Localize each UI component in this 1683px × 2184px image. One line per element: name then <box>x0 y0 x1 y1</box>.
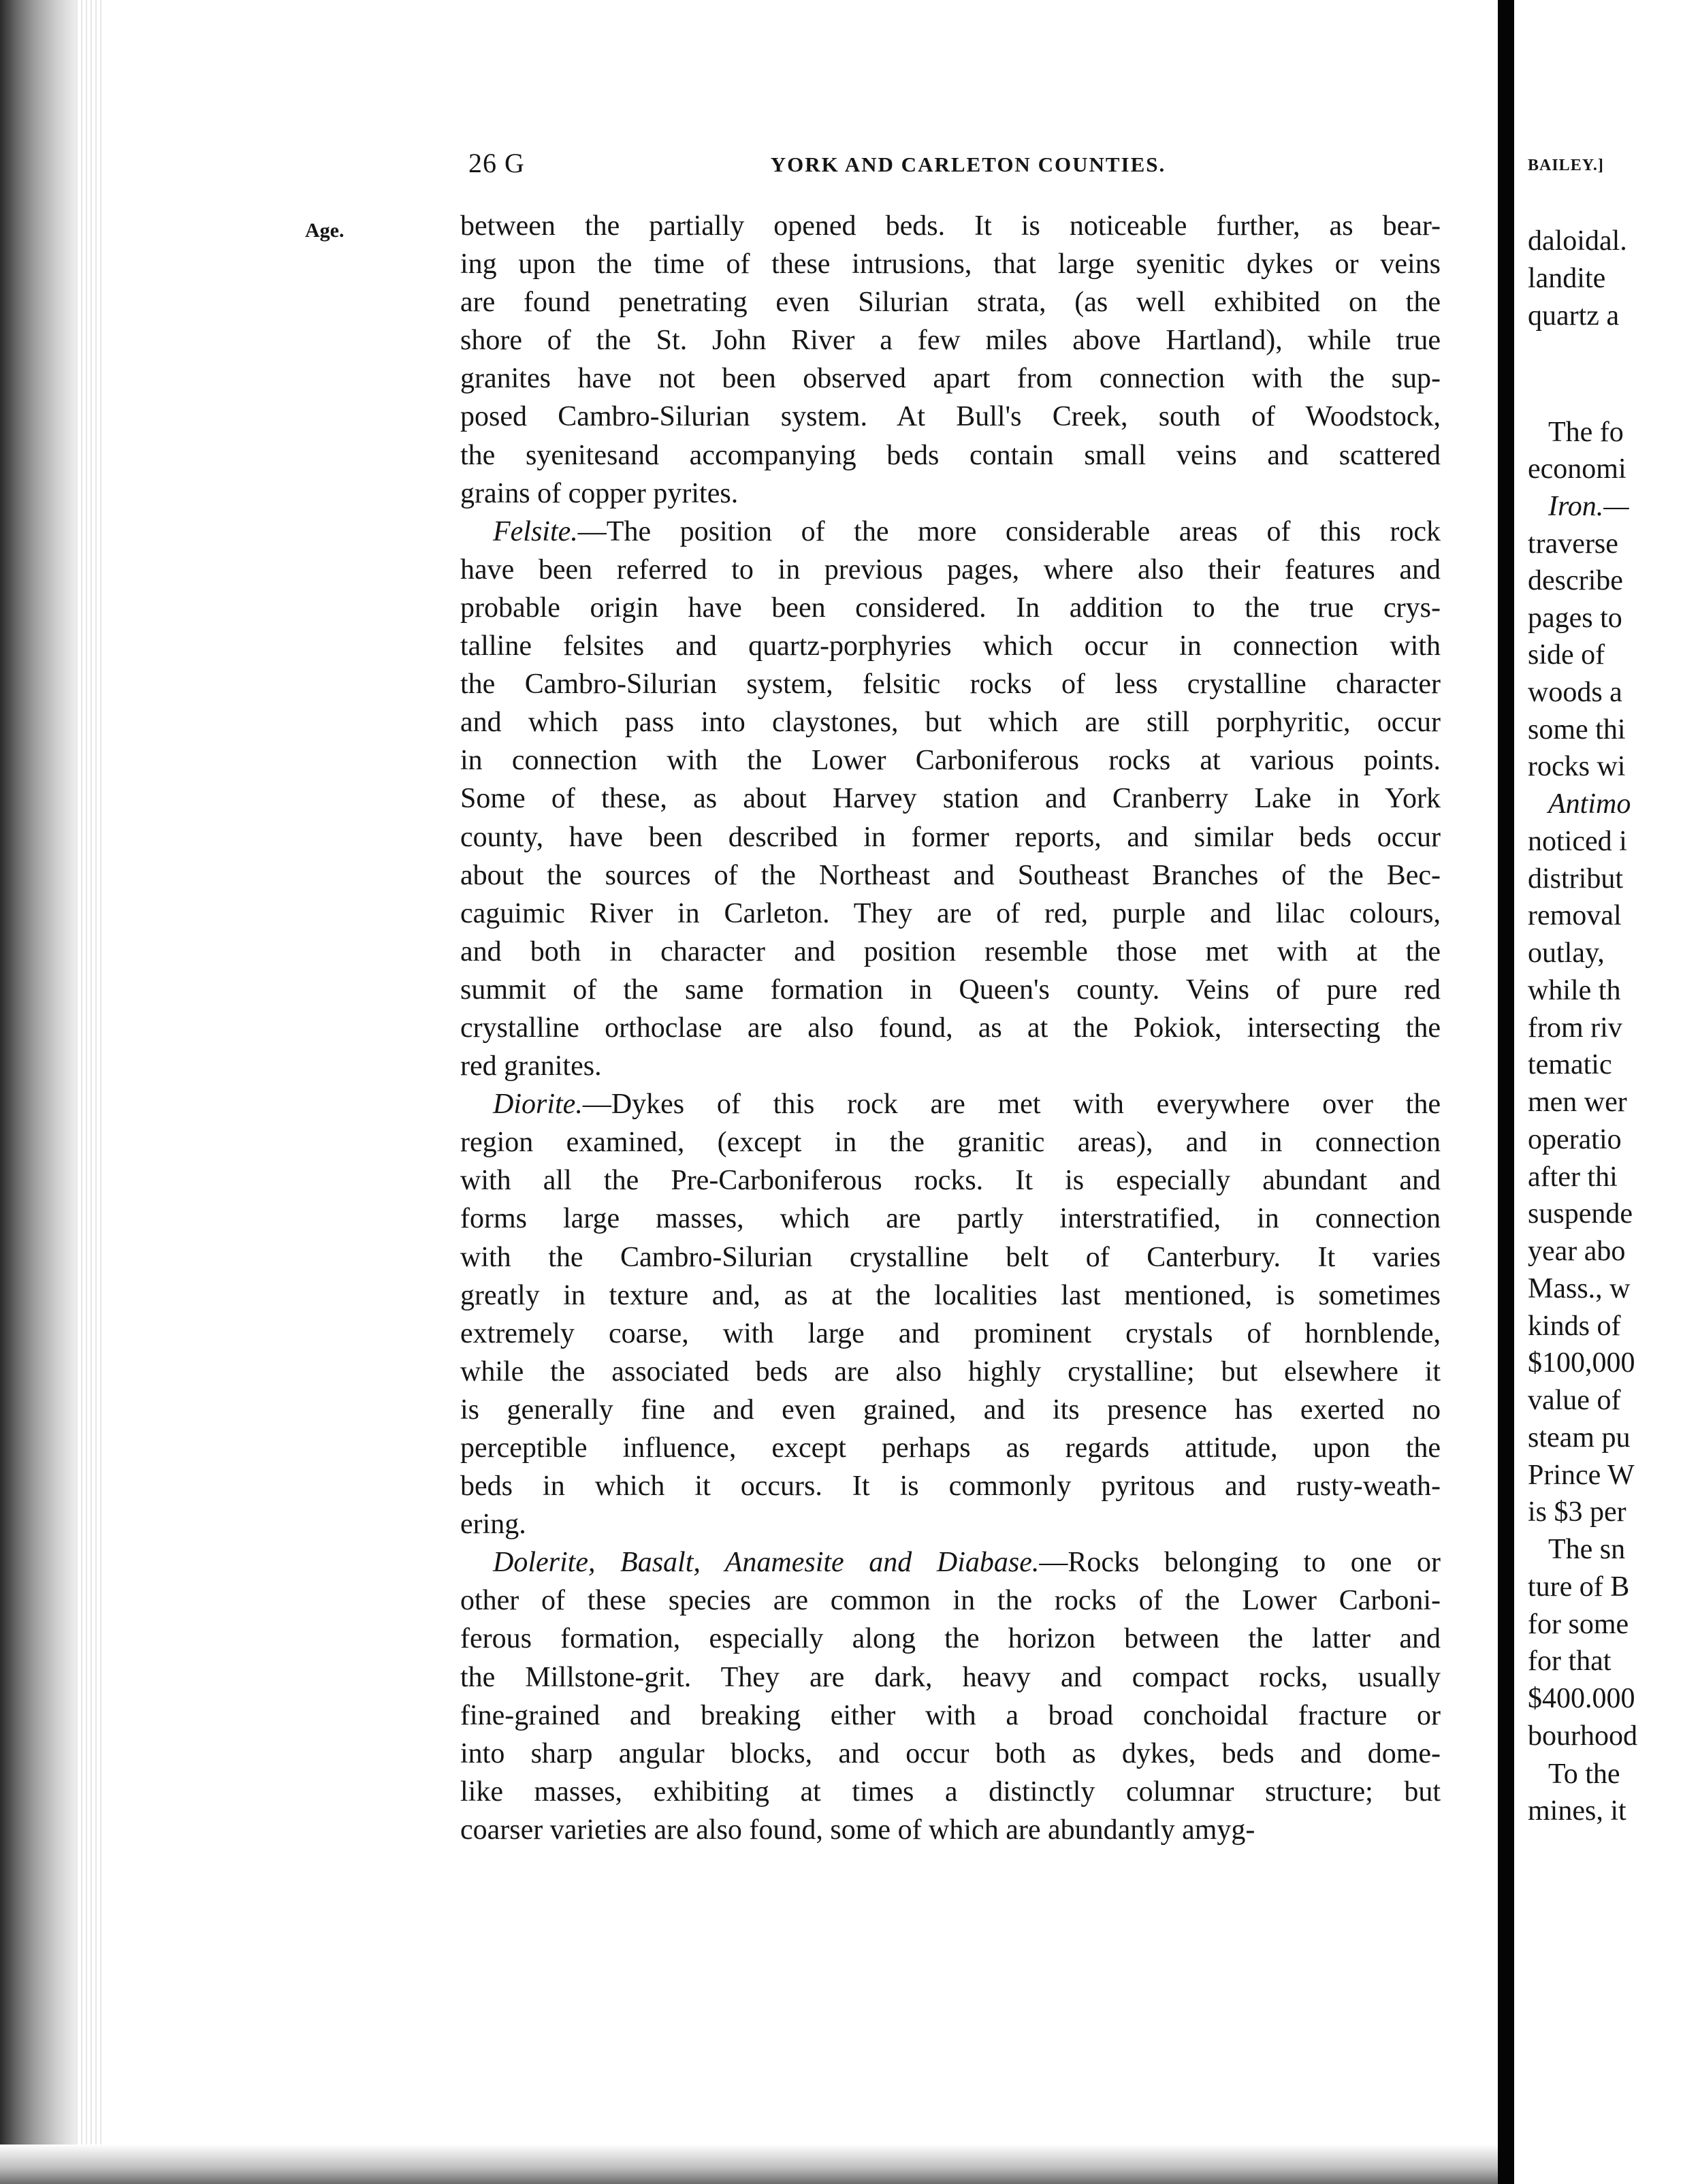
text-line: like masses, exhibiting at times a distinctly columnar structure; but <box>460 1776 1441 1808</box>
facing-page-line: rocks wi <box>1528 751 1626 782</box>
facing-page-line: distribut <box>1528 863 1624 895</box>
text-line: Some of these, as about Harvey station and Cranberry Lake in York <box>460 783 1441 815</box>
facing-page-line: bourhood <box>1528 1720 1637 1752</box>
text-line: while the associated beds are also highly crystalline; but elsewhere it <box>460 1355 1441 1387</box>
facing-page-line: year abo <box>1528 1236 1626 1267</box>
text-line: are found penetrating even Silurian strata, (as well exhibited on the <box>460 287 1441 319</box>
text-line: talline felsites and quartz-porphyries which occur in connection with <box>460 630 1441 662</box>
facing-page-line: steam pu <box>1528 1422 1631 1454</box>
facing-page-line: landite <box>1528 263 1606 294</box>
heading-continuation: —Dykes of this rock are met with everywhere over the <box>582 1089 1441 1121</box>
facing-page-line: side of <box>1528 639 1605 671</box>
facing-page-line: is $3 per <box>1528 1496 1626 1528</box>
facing-page-line: noticed i <box>1528 826 1627 857</box>
text-line: the Cambro-Silurian system, felsitic rocks of less crystalline character <box>460 669 1441 701</box>
text-line: and which pass into claystones, but which are still porphyritic, occur <box>460 707 1441 739</box>
text-line: the Millstone-grit. They are dark, heavy and compact rocks, usually <box>460 1661 1441 1693</box>
facing-page-line: while th <box>1528 975 1621 1006</box>
text-line: red granites. <box>460 1050 602 1082</box>
section-heading: Diorite. <box>493 1089 583 1121</box>
facing-page-line: suspende <box>1528 1198 1633 1230</box>
text-line: ferous formation, especially along the horizon between the latter and <box>460 1623 1441 1655</box>
bottom-shadow <box>0 2145 1498 2184</box>
text-line: with all the Pre-Carboniferous rocks. It is especially abundant and <box>460 1165 1441 1197</box>
text-line: other of these species are common in the rocks of the Lower Carboni- <box>460 1585 1441 1617</box>
facing-page-fragment <box>1514 0 1683 2184</box>
page-edges <box>76 0 103 2184</box>
text-line: greatly in texture and, as at the localities last mentioned, is sometimes <box>460 1279 1441 1311</box>
text-line: perceptible influence, except perhaps as regards attitude, upon the <box>460 1432 1441 1464</box>
facing-page-line: operatio <box>1528 1124 1622 1155</box>
section-heading: Felsite. <box>493 515 578 547</box>
text-line: granites have not been observed apart from connection with the sup- <box>460 363 1441 395</box>
facing-page-line: for that <box>1528 1645 1612 1677</box>
facing-page-line: To the <box>1548 1759 1620 1790</box>
text-line: posed Cambro-Silurian system. At Bull's Creek, south of Woodstock, <box>460 401 1441 433</box>
text-line: about the sources of the Northeast and Southeast Branches of the Bec- <box>460 859 1441 891</box>
facing-page-line: ture of B <box>1528 1571 1630 1603</box>
text-line: grains of copper pyrites. <box>460 477 739 509</box>
facing-page-line: outlay, <box>1528 937 1605 969</box>
facing-page-line: pages to <box>1528 603 1622 634</box>
facing-page-line: traverse <box>1528 528 1618 560</box>
paragraph-first-line <box>460 1543 1441 1581</box>
facing-page-line: woods a <box>1528 677 1622 708</box>
paragraph-first-line <box>460 513 1441 551</box>
text-line: in connection with the Lower Carboniferous rocks at various points. <box>460 745 1441 777</box>
text-line: shore of the St. John River a few miles above Hartland), while true <box>460 325 1441 357</box>
text-line: into sharp angular blocks, and occur both as dykes, beds and dome- <box>460 1737 1441 1769</box>
facing-page-line: Antimo <box>1548 788 1631 820</box>
margin-note: Age. <box>305 219 344 242</box>
heading-continuation: —The position of the more considerable areas of this rock <box>577 515 1441 547</box>
facing-page-line: The sn <box>1548 1534 1626 1565</box>
facing-page-line: for some <box>1528 1609 1629 1640</box>
text-line: fine-grained and breaking either with a broad conchoidal fracture or <box>460 1699 1441 1731</box>
book-gutter <box>0 0 76 2184</box>
text-line: summit of the same formation in Queen's county. Veins of pure red <box>460 974 1441 1006</box>
text-line: ing upon the time of these intrusions, that large syenitic dykes or veins <box>460 248 1441 280</box>
facing-page-line: $400.000 <box>1528 1683 1635 1714</box>
text-line: have been referred to in previous pages, where also their features and <box>460 553 1441 585</box>
text-line: between the partially opened beds. It is noticeable further, as bear- <box>460 210 1441 242</box>
facing-page-line: kinds of <box>1528 1311 1621 1342</box>
page-number: 26 G <box>468 148 525 178</box>
facing-page-line: Iron.— <box>1548 491 1629 522</box>
facing-page-line: some thi <box>1528 714 1626 745</box>
text-line: region examined, (except in the granitic areas), and in connection <box>460 1127 1441 1159</box>
facing-page-line: quartz a <box>1528 300 1620 332</box>
facing-page-line: $100,000 <box>1528 1347 1635 1379</box>
facing-page-line: describe <box>1528 565 1623 596</box>
text-line: the syenitesand accompanying beds contain small veins and scattered <box>460 439 1441 471</box>
facing-page-line: mines, it <box>1528 1795 1626 1827</box>
book-spine <box>1498 0 1514 2184</box>
body-text <box>460 207 1441 1849</box>
running-title: YORK AND CARLETON COUNTIES. <box>770 152 1166 176</box>
facing-page-line: daloidal. <box>1528 225 1627 257</box>
text-line: caguimic River in Carleton. They are of red, purple and lilac colours, <box>460 897 1441 929</box>
text-line: is generally fine and even grained, and its presence has exerted no <box>460 1394 1441 1426</box>
section-heading: Dolerite, Basalt, Anamesite and Diabase. <box>493 1547 1040 1579</box>
facing-page-line: Prince W <box>1528 1460 1635 1491</box>
facing-page-header: BAILEY.] <box>1528 157 1604 174</box>
facing-page-line: The fo <box>1548 417 1624 448</box>
text-line: probable origin have been considered. In addition to the true crys- <box>460 592 1441 624</box>
text-line: with the Cambro-Silurian crystalline belt of Canterbury. It varies <box>460 1241 1441 1273</box>
text-line: ering. <box>460 1509 526 1541</box>
facing-page-line: from riv <box>1528 1012 1622 1044</box>
text-line: beds in which it occurs. It is commonly pyritous and rusty-weath- <box>460 1471 1441 1503</box>
text-line: forms large masses, which are partly interstratified, in connection <box>460 1203 1441 1235</box>
text-line: extremely coarse, with large and prominent crystals of hornblende, <box>460 1317 1441 1349</box>
text-line: and both in character and position resemble those met with at the <box>460 935 1441 967</box>
facing-page-line: value of <box>1528 1385 1621 1416</box>
paragraph-first-line <box>460 1085 1441 1123</box>
page-header <box>468 147 1441 188</box>
text-line: county, have been described in former reports, and similar beds occur <box>460 821 1441 853</box>
text-line: crystalline orthoclase are also found, as at the Pokiok, intersecting the <box>460 1012 1441 1044</box>
facing-page-line: removal <box>1528 900 1622 931</box>
facing-page-line: Mass., w <box>1528 1273 1631 1304</box>
heading-continuation: —Rocks belonging to one or <box>1039 1547 1441 1579</box>
facing-page-line: men wer <box>1528 1087 1627 1118</box>
facing-page-line: after thi <box>1528 1161 1618 1193</box>
facing-page-line: tematic <box>1528 1049 1612 1080</box>
facing-page-line: economi <box>1528 453 1626 485</box>
text-line: coarser varieties are also found, some of which are abundantly amyg- <box>460 1814 1255 1846</box>
